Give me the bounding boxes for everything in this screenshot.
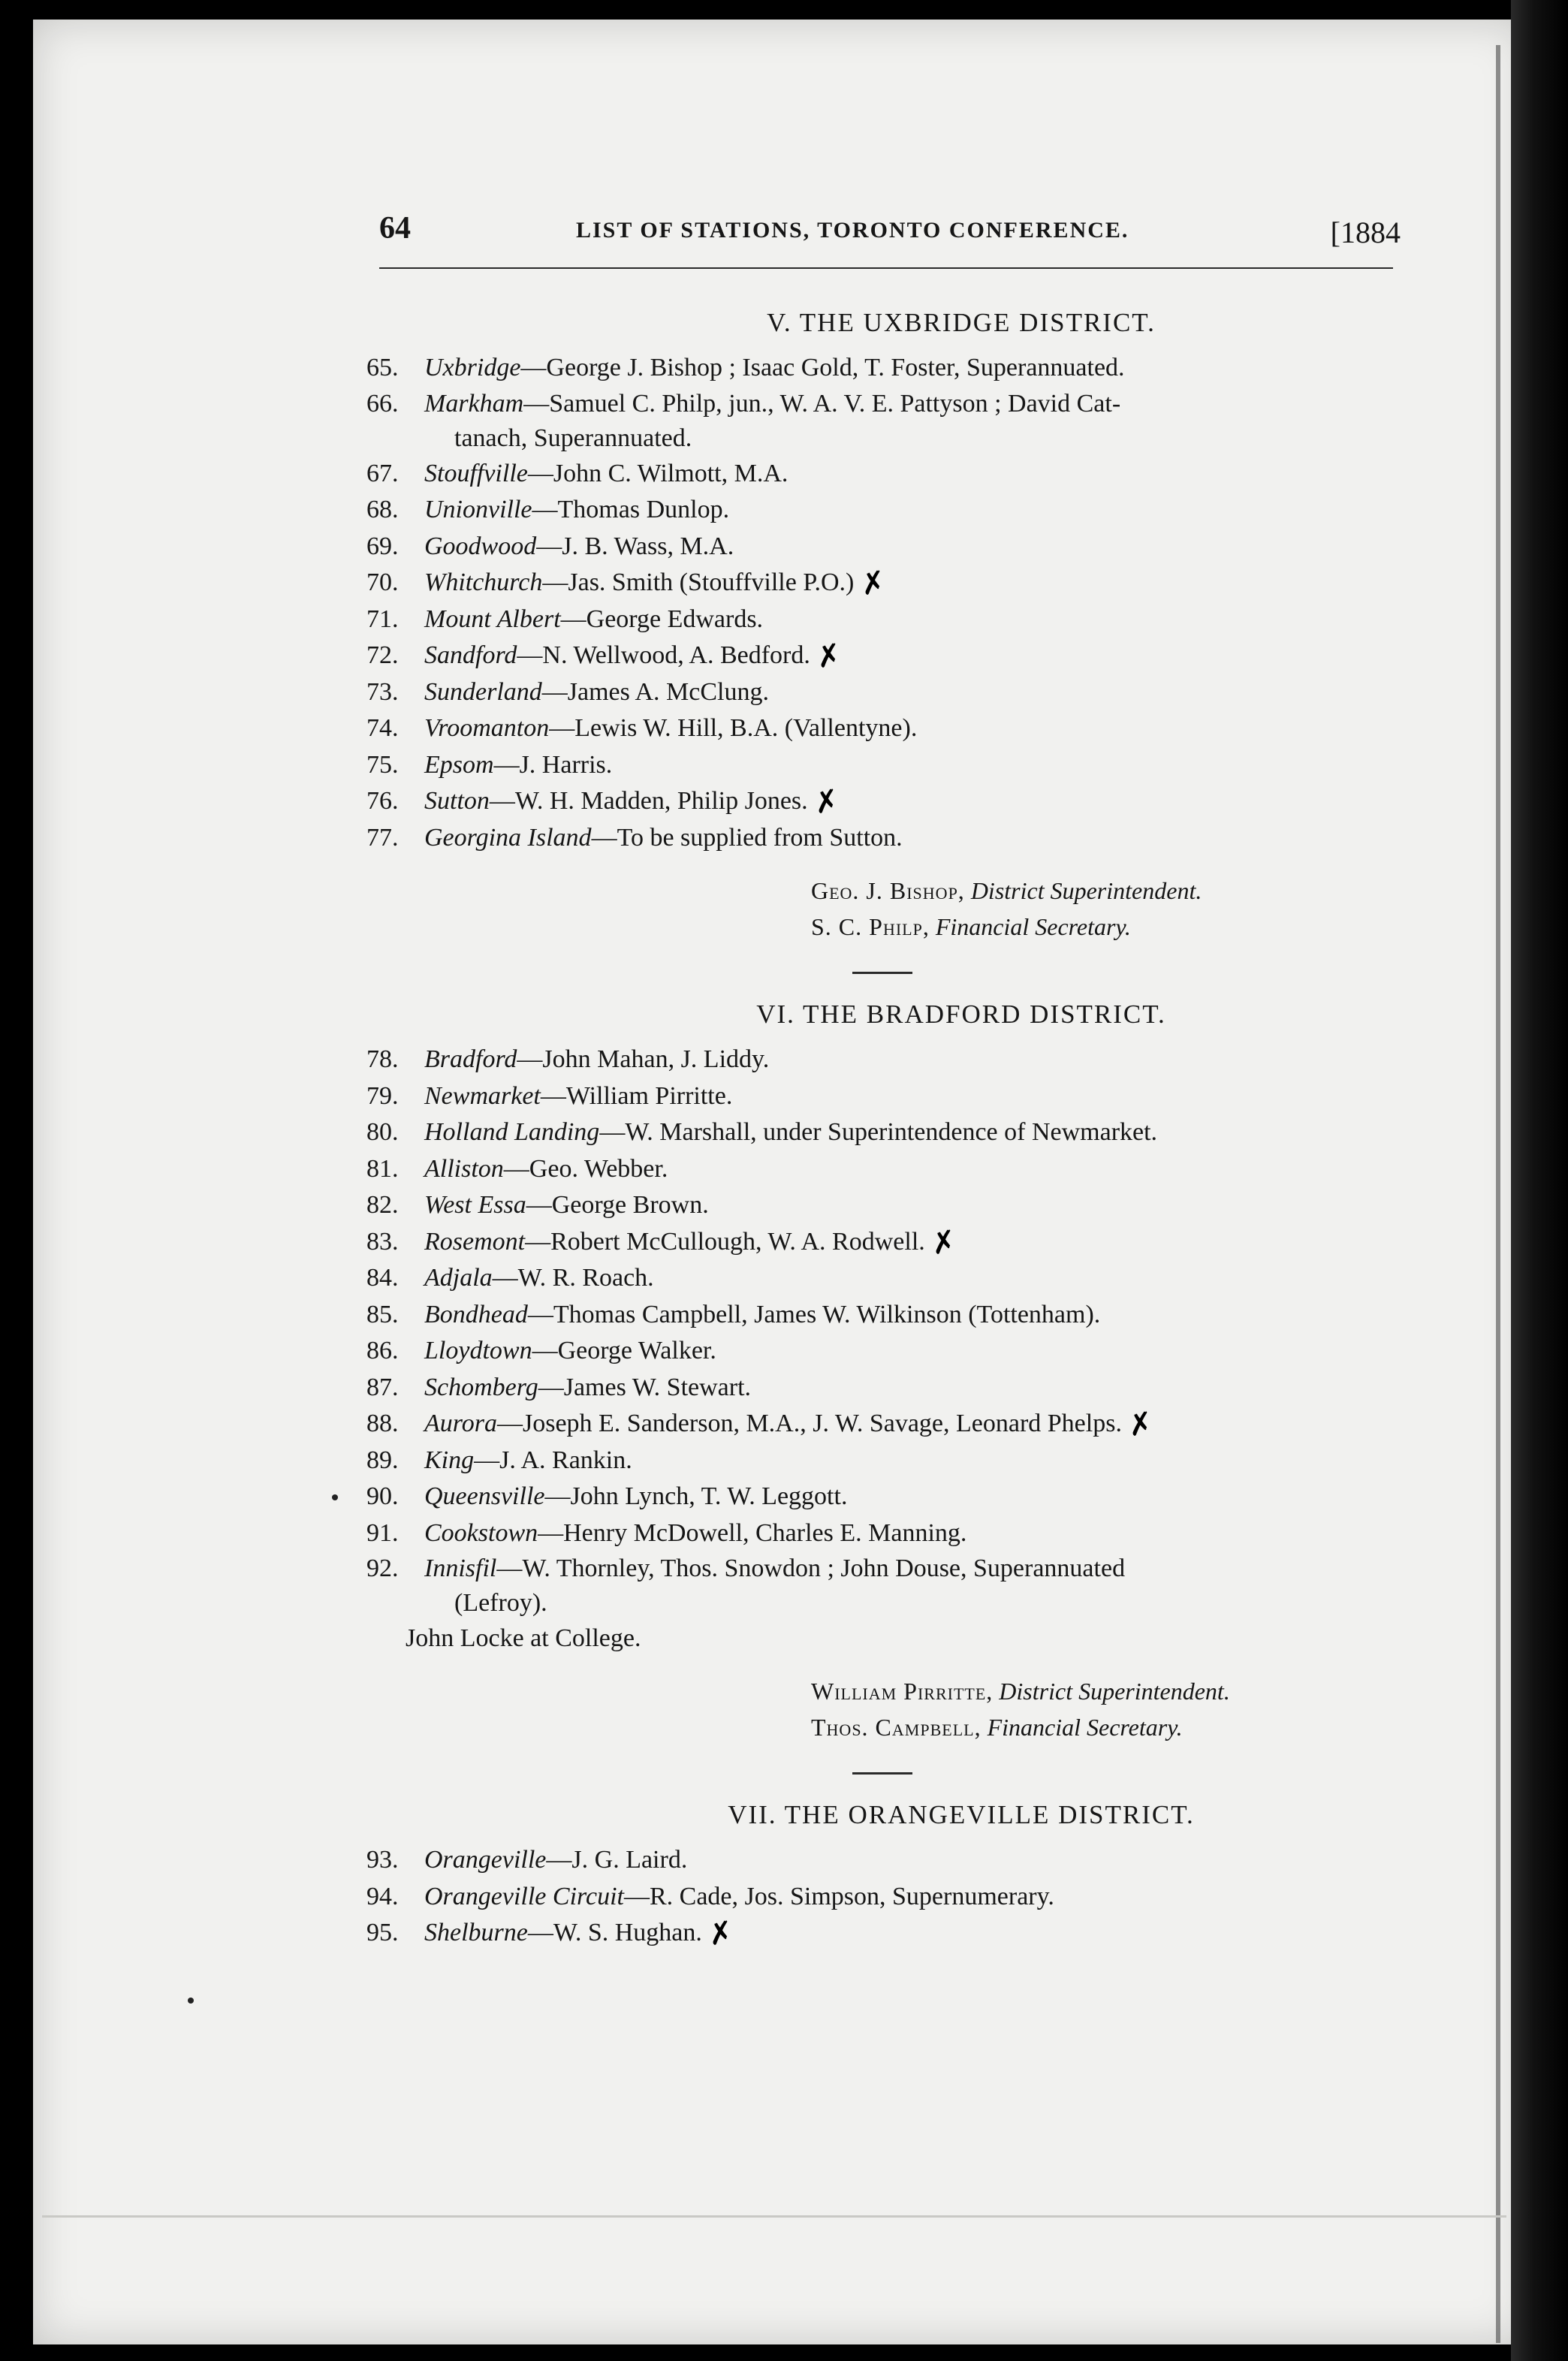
entry-place: Stouffville <box>424 459 528 487</box>
paper-speck <box>332 1494 338 1500</box>
handwritten-x-mark-icon: ✗ <box>813 637 845 676</box>
entry-number: 94. <box>366 1882 399 1910</box>
entry-ministers: —Joseph E. Sanderson, M.A., J. W. Savage, Leonard Phelps. <box>496 1410 1122 1437</box>
district-title: V. THE UXBRIDGE DISTRICT. <box>767 308 1156 337</box>
entry-number: 70. <box>366 568 399 596</box>
entry-number: 95. <box>366 1919 399 1946</box>
handwritten-x-mark-icon: ✗ <box>1125 1405 1156 1444</box>
entry-ministers: —To be supplied from Sutton. <box>591 823 903 852</box>
station-entry <box>353 1915 1419 1952</box>
entry-ministers: —Henry McDowell, Charles E. Manning. <box>538 1518 967 1547</box>
station-entry <box>353 565 1419 602</box>
signature-role: District Superintendent. <box>999 1678 1230 1705</box>
entry-place: King <box>424 1446 475 1474</box>
entry-number: 67. <box>366 459 399 487</box>
entry-place: Rosemont <box>424 1227 526 1256</box>
entry-ministers: —W. R. Roach. <box>492 1264 654 1292</box>
entry-place: Adjala <box>424 1264 493 1292</box>
signature-name: S. C. Philp, <box>811 913 930 940</box>
entry-place: Alliston <box>424 1154 504 1183</box>
entry-number: 93. <box>366 1846 399 1874</box>
handwritten-x-mark-icon: ✗ <box>928 1223 960 1262</box>
entry-ministers: —Thomas Dunlop. <box>532 496 730 523</box>
entry-place: Mount Albert <box>424 605 561 633</box>
station-entry <box>353 1333 1419 1370</box>
signature-name: William Pirritte, <box>811 1678 994 1705</box>
signature-name: Geo. J. Bishop, <box>811 877 965 904</box>
entry-place: Sandford <box>424 641 517 669</box>
book-spine <box>1511 0 1568 2361</box>
entry-ministers: —R. Cade, Jos. Simpson, Supernumerary. <box>623 1882 1054 1910</box>
entry-number: 84. <box>366 1264 399 1292</box>
district-signatures <box>811 1673 1419 1745</box>
entry-number: 91. <box>366 1518 399 1547</box>
entry-place: Holland Landing <box>424 1118 600 1146</box>
entry-ministers: —Jas. Smith (Stouffville P.O.) <box>542 568 855 596</box>
station-entry <box>353 1515 1419 1552</box>
entry-ministers: —J. A. Rankin. <box>474 1446 632 1474</box>
entry-place: West Essa <box>424 1191 526 1219</box>
entry-ministers: —Lewis W. Hill, B.A. (Vallentyne). <box>549 714 918 742</box>
entry-number: 68. <box>366 496 399 523</box>
entry-place: Bondhead <box>424 1300 528 1328</box>
page-gutter-shadow <box>1496 45 1500 2343</box>
station-entry <box>353 350 1419 387</box>
entry-ministers: —N. Wellwood, A. Bedford. <box>517 641 810 669</box>
entry-number: 86. <box>366 1337 399 1364</box>
station-entry <box>353 710 1419 747</box>
entry-place: Queensville <box>424 1482 545 1510</box>
entry-place: Epsom <box>424 750 494 779</box>
signature-name: Thos. Campbell, <box>811 1714 982 1741</box>
entry-ministers: —W. Thornley, Thos. Snowdon ; John Douse, Superannuated <box>496 1554 1126 1582</box>
station-entry <box>353 1224 1419 1261</box>
entry-number: 80. <box>366 1118 399 1146</box>
station-entry <box>353 1406 1419 1443</box>
entry-number: 69. <box>366 532 399 560</box>
station-entries <box>353 1842 1419 1952</box>
station-entry <box>353 602 1419 638</box>
entry-ministers: —J. G. Laird. <box>546 1846 688 1874</box>
signature-line <box>811 1673 1419 1709</box>
station-entry <box>353 1842 1419 1879</box>
entry-number: 65. <box>366 354 399 381</box>
entry-place: Goodwood <box>424 532 537 560</box>
entry-number: 79. <box>366 1081 399 1110</box>
entry-ministers: —W. Marshall, under Superintendence of Newmarket. <box>599 1118 1158 1146</box>
header-rule <box>379 267 1393 269</box>
entry-ministers: —Thomas Campbell, James W. Wilkinson (Tottenham). <box>527 1300 1101 1328</box>
station-entry <box>353 1114 1419 1151</box>
entry-number: 85. <box>366 1300 399 1328</box>
station-entries <box>353 1042 1419 1621</box>
entry-ministers: —W. S. Hughan. <box>527 1919 702 1946</box>
running-header <box>379 210 1401 255</box>
entry-place: Uxbridge <box>424 354 521 381</box>
entry-ministers: —W. H. Madden, Philip Jones. <box>489 787 808 815</box>
handwritten-x-mark-icon: ✗ <box>811 782 843 822</box>
station-entry <box>353 1078 1419 1115</box>
station-entry <box>353 1551 1419 1621</box>
entry-ministers: —Geo. Webber. <box>503 1154 668 1183</box>
entry-number: 83. <box>366 1227 399 1256</box>
station-entry <box>353 1187 1419 1224</box>
entry-ministers: —James W. Stewart. <box>538 1373 752 1401</box>
entry-number: 71. <box>366 605 399 633</box>
running-title: LIST OF STATIONS, TORONTO CONFERENCE. <box>576 218 1129 243</box>
section-divider <box>852 972 912 974</box>
paper-speck <box>188 1998 194 2004</box>
entry-ministers: —Samuel C. Philp, jun., W. A. V. E. Pattyson ; David Cat- <box>523 389 1121 418</box>
station-entry <box>353 492 1419 529</box>
entry-number: 73. <box>366 677 399 706</box>
entry-ministers: —James A. McClung. <box>541 677 769 706</box>
station-entry <box>353 674 1419 711</box>
entry-ministers: —George Brown. <box>526 1191 709 1219</box>
entry-number: 77. <box>366 823 399 852</box>
entry-place: Schomberg <box>424 1373 538 1401</box>
entry-number: 81. <box>366 1154 399 1183</box>
entry-ministers: —John C. Wilmott, M.A. <box>527 459 789 487</box>
entry-number: 87. <box>366 1373 399 1401</box>
station-entry <box>353 387 1419 456</box>
entry-place: Bradford <box>424 1045 517 1073</box>
station-entry <box>353 1479 1419 1515</box>
handwritten-x-mark-icon: ✗ <box>858 564 889 603</box>
station-entries <box>353 350 1419 856</box>
station-entry <box>353 820 1419 857</box>
signature-line <box>811 909 1419 945</box>
district-title: VI. THE BRADFORD DISTRICT. <box>756 1000 1166 1029</box>
entry-place: Sunderland <box>424 677 542 706</box>
entry-place: Vroomanton <box>424 714 550 742</box>
entry-number: 72. <box>366 641 399 669</box>
section-divider <box>852 1772 912 1775</box>
entry-place: Lloydtown <box>424 1337 532 1364</box>
entry-place: Whitchurch <box>424 568 543 596</box>
station-entry <box>353 1443 1419 1479</box>
station-entry <box>353 1042 1419 1078</box>
entry-place: Aurora <box>424 1410 497 1437</box>
station-entry <box>353 747 1419 784</box>
entry-ministers: —William Pirritte. <box>540 1081 733 1110</box>
station-entry <box>353 1879 1419 1916</box>
station-entry <box>353 638 1419 674</box>
entry-place: Orangeville Circuit <box>424 1882 624 1910</box>
entry-ministers: —Robert McCullough, W. A. Rodwell. <box>525 1227 925 1256</box>
entry-ministers: —John Mahan, J. Liddy. <box>517 1045 770 1073</box>
entry-number: 78. <box>366 1045 399 1073</box>
district-uxbridge <box>353 308 1419 945</box>
entry-place: Newmarket <box>424 1081 541 1110</box>
station-entry <box>353 529 1419 565</box>
stations-list <box>353 308 1419 1952</box>
entry-number: 88. <box>366 1410 399 1437</box>
handwritten-x-mark-icon: ✗ <box>705 1914 737 1953</box>
entry-ministers: —George Walker. <box>532 1337 716 1364</box>
entry-place: Markham <box>424 389 524 418</box>
entry-ministers: —George Edwards. <box>560 605 764 633</box>
entry-place: Cookstown <box>424 1518 538 1547</box>
entry-number: 90. <box>366 1482 399 1510</box>
station-entry <box>353 1297 1419 1334</box>
entry-number: 82. <box>366 1191 399 1219</box>
entry-place: Sutton <box>424 787 490 815</box>
page-edge-line <box>42 2215 1506 2218</box>
page-number: 64 <box>379 211 411 246</box>
district-orangeville <box>353 1800 1419 1952</box>
entry-number: 74. <box>366 714 399 742</box>
district-signatures <box>811 873 1419 945</box>
entry-number: 92. <box>366 1554 399 1582</box>
district-bradford <box>353 1000 1419 1745</box>
year-label: [1884 <box>1330 216 1401 249</box>
entry-ministers-continued: tanach, Superannuated. <box>454 424 692 452</box>
entry-ministers: —J. B. Wass, M.A. <box>536 532 734 560</box>
station-entry <box>353 1370 1419 1407</box>
entry-place: Innisfil <box>424 1554 497 1582</box>
station-entry <box>353 456 1419 493</box>
signature-role: Financial Secretary. <box>987 1714 1183 1741</box>
station-entry <box>353 1260 1419 1297</box>
entry-place: Georgina Island <box>424 823 592 852</box>
entry-number: 66. <box>366 389 399 418</box>
entry-number: 75. <box>366 750 399 779</box>
station-entry <box>353 1151 1419 1188</box>
entry-ministers: —J. Harris. <box>493 750 613 779</box>
district-title: VII. THE ORANGEVILLE DISTRICT. <box>728 1800 1195 1829</box>
signature-line <box>811 873 1419 909</box>
station-entry <box>353 783 1419 820</box>
entry-ministers-continued: (Lefroy). <box>454 1589 547 1617</box>
signature-role: Financial Secretary. <box>935 913 1131 940</box>
entry-number: 76. <box>366 787 399 815</box>
entry-place: Orangeville <box>424 1846 547 1874</box>
signature-line <box>811 1709 1419 1745</box>
signature-role: District Superintendent. <box>970 877 1202 904</box>
entry-place: Shelburne <box>424 1919 528 1946</box>
entry-ministers: —John Lynch, T. W. Leggott. <box>544 1482 848 1510</box>
entry-ministers: —George J. Bishop ; Isaac Gold, T. Foster, Superannuated. <box>520 354 1125 381</box>
entry-place: Unionville <box>424 496 532 523</box>
entry-number: 89. <box>366 1446 399 1474</box>
district-note: John Locke at College. <box>406 1624 641 1652</box>
